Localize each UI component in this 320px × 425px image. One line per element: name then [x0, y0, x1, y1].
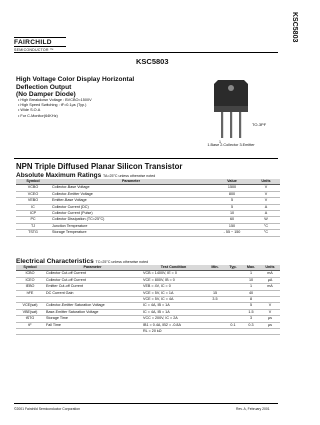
table-cell	[224, 329, 242, 335]
table-cell: TJ	[16, 223, 50, 229]
col-header: Max.	[242, 265, 260, 271]
table-cell: 8	[242, 297, 260, 303]
table-row	[16, 329, 280, 335]
table-cell: ICBO	[16, 271, 44, 277]
table-cell: PC	[16, 217, 50, 223]
table-cell: Collector Cut-off Current	[44, 271, 141, 277]
table-cell: VCE = 800V, IB = 0	[141, 277, 206, 283]
table-cell: 5	[242, 303, 260, 309]
footer-rule	[14, 403, 278, 404]
table-cell: 5	[212, 198, 252, 204]
table-cell: mA	[260, 271, 280, 277]
table-cell: 10	[212, 211, 252, 217]
table-cell: IC = 4A, IB = 1A	[141, 303, 206, 309]
table-cell: Collector-Emitter Voltage	[50, 191, 212, 197]
col-header: Symbol	[16, 179, 50, 185]
table-cell: Fall Time	[44, 322, 141, 328]
table-cell	[44, 329, 141, 335]
abs-max-heading	[16, 172, 155, 179]
table-cell	[242, 329, 260, 335]
abs-max-body	[16, 185, 280, 236]
table-cell: 1	[242, 284, 260, 290]
table-cell: A	[252, 211, 280, 217]
table-cell: 15	[206, 290, 224, 296]
footer-revision: Rev. A, February 2001	[236, 407, 270, 411]
table-cell: Collector Cut-off Current	[44, 277, 141, 283]
table-cell: V	[260, 303, 280, 309]
header-rule	[14, 52, 278, 53]
table-cell: IC = 4A, IB = 1A	[141, 309, 206, 315]
headline-line-3: (No Damper Diode)	[16, 91, 76, 99]
table-cell: ICP	[16, 211, 50, 217]
svg-text:1: 1	[219, 140, 221, 144]
col-header: Units	[260, 265, 280, 271]
table-cell: A	[252, 204, 280, 210]
table-cell: μs	[260, 316, 280, 322]
table-cell: Storage Time	[44, 316, 141, 322]
table-cell: TSTG	[16, 230, 50, 236]
table-cell: Collector-Emitter Saturation Voltage	[44, 303, 141, 309]
side-title: KSC5803	[291, 12, 298, 43]
fairchild-logo	[14, 37, 66, 52]
feature-item: • Wide S.O.A	[18, 108, 148, 113]
col-header: Value	[212, 179, 252, 185]
feature-list	[18, 98, 148, 119]
table-cell: VCE = 5V, IC = 4A	[141, 297, 206, 303]
package-label: TO-3PF	[252, 122, 267, 127]
logo-sub: SEMICONDUCTOR ™	[14, 48, 54, 52]
table-cell: DC Current Gain	[44, 290, 141, 296]
table-cell: hFE	[16, 290, 44, 296]
table-cell: 0.3	[242, 322, 260, 328]
table-cell: Collector Current (Pulse)	[50, 211, 212, 217]
table-cell: RL = 20 kΩ	[141, 329, 206, 335]
table-cell: mA	[260, 284, 280, 290]
headline-line-1: High Voltage Color Display Horizontal	[16, 76, 135, 83]
table-cell: 5	[212, 204, 252, 210]
table-cell: °C	[252, 223, 280, 229]
elec-heading	[16, 258, 148, 265]
table-cell: μs	[260, 322, 280, 328]
table-cell: VCB = 1400V, IE = 0	[141, 271, 206, 277]
table-cell: VCEO	[16, 191, 50, 197]
table-cell: tF	[16, 322, 44, 328]
table-cell: VCBO	[16, 185, 50, 191]
col-header: Symbol	[16, 265, 44, 271]
table-cell: IEBO	[16, 284, 44, 290]
table-cell: 1.5	[242, 309, 260, 315]
table-cell: 1500	[212, 185, 252, 191]
device-type-heading: NPN Triple Diffused Planar Silicon Transistor	[16, 162, 183, 171]
table-cell: ICEO	[16, 277, 44, 283]
table-cell	[206, 329, 224, 335]
table-cell: 3.5	[206, 297, 224, 303]
elec-table	[16, 265, 280, 335]
section-rule	[14, 158, 278, 159]
transistor-package-icon	[186, 76, 276, 144]
logo-word: FAIRCHILD	[14, 37, 66, 47]
table-cell: Collector-Base Voltage	[50, 185, 212, 191]
col-header: Typ.	[224, 265, 242, 271]
table-cell	[260, 329, 280, 335]
table-cell: IB1 = 0.4A, IB2 = -0.8A	[141, 322, 206, 328]
elec-note: TC=25°C unless otherwise noted	[95, 260, 149, 264]
headline-line-2: Deflection Output	[16, 83, 72, 91]
table-cell: Base-Emitter Saturation Voltage	[44, 309, 141, 315]
col-header: Parameter	[44, 265, 141, 271]
table-cell: VCE = 5V, IC = 1A	[141, 290, 206, 296]
table-cell: 40	[242, 290, 260, 296]
headline	[16, 76, 156, 99]
table-cell: μA	[260, 277, 280, 283]
table-cell: Collector Dissipation (TC=25°C)	[50, 217, 212, 223]
col-header: Min.	[206, 265, 224, 271]
table-cell: Junction Temperature	[50, 223, 212, 229]
table-cell	[16, 329, 44, 335]
abs-max-title: Absolute Maximum Ratings	[16, 172, 102, 179]
table-cell: 800	[212, 191, 252, 197]
table-cell: V	[260, 309, 280, 315]
abs-max-note: TA=25°C unless otherwise noted	[103, 174, 156, 178]
table-row	[16, 230, 280, 236]
table-cell: 0.1	[224, 322, 242, 328]
table-cell: - 55 ~ 150	[212, 230, 252, 236]
feature-item: • For C-Monitor(64KHz)	[18, 114, 148, 119]
table-cell: Emitter Cut-off Current	[44, 284, 141, 290]
elec-body	[16, 271, 280, 335]
table-cell: W	[252, 217, 280, 223]
table-cell: 1	[242, 271, 260, 277]
table-cell: Collector Current (DC)	[50, 204, 212, 210]
table-cell: V	[252, 198, 280, 204]
col-header: Parameter	[50, 179, 212, 185]
table-cell: 3	[242, 316, 260, 322]
table-cell: 10	[242, 277, 260, 283]
table-cell: 60	[212, 217, 252, 223]
table-cell: IC	[16, 204, 50, 210]
table-cell: V	[252, 191, 280, 197]
footer-copyright: ©2001 Fairchild Semiconductor Corporation	[14, 407, 81, 411]
table-cell: tSTG	[16, 316, 44, 322]
table-cell: Emitter-Base Voltage	[50, 198, 212, 204]
feature-item: • High Breakdown Voltage : BVCBO=1500V	[18, 98, 148, 103]
elec-title: Electrical Characteristics	[16, 258, 94, 265]
abs-max-table	[16, 179, 280, 237]
package-pin-caption: 1.Base 2.Collector 3.Emitter	[207, 143, 255, 147]
table-cell: VEBO	[16, 198, 50, 204]
col-header: Units	[252, 179, 280, 185]
table-cell: 150	[212, 223, 252, 229]
package-illustration	[186, 76, 276, 144]
part-number: KSC5803	[136, 57, 169, 66]
table-cell: °C	[252, 230, 280, 236]
table-cell: VEB = 4V, IC = 0	[141, 284, 206, 290]
table-cell: VCC = 200V, IC = 2A	[141, 316, 206, 322]
table-cell: VBE(sat)	[16, 309, 44, 315]
table-cell: Storage Temperature	[50, 230, 212, 236]
col-header: Test Condition	[141, 265, 206, 271]
table-cell: VCE(sat)	[16, 303, 44, 309]
feature-item: • High Speed Switching : tF=0.1μs (Typ.)	[18, 103, 148, 108]
table-cell: V	[252, 185, 280, 191]
